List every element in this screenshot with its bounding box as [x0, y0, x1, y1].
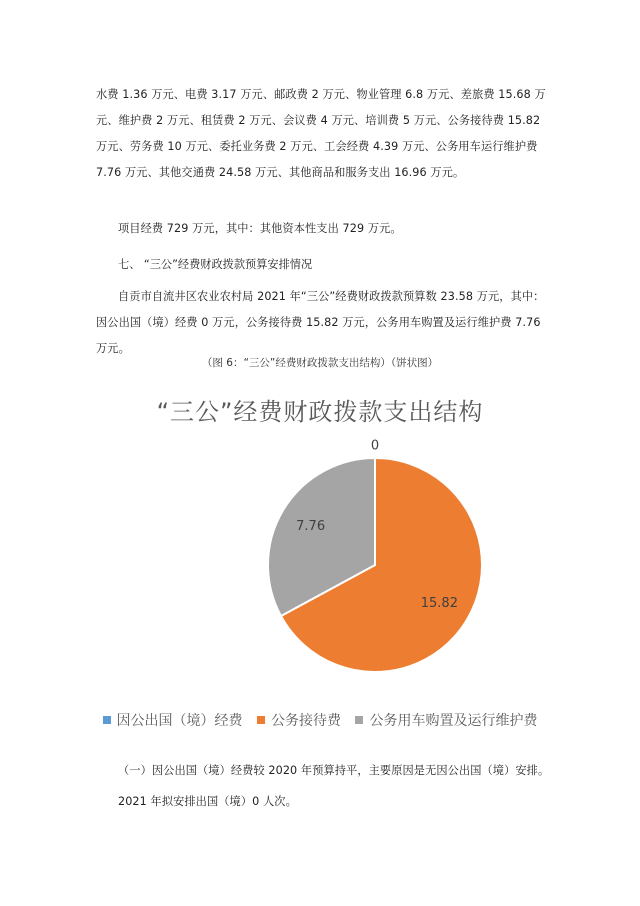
legend-swatch-vehicle: [355, 716, 363, 724]
pie-label-reception: 15.82: [420, 595, 458, 611]
pie-label-vehicle: 7.76: [296, 519, 326, 535]
paragraph-expenses: 水费 1.36 万元、电费 3.17 万元、邮政费 2 万元、物业管理 6.8 万元、差旅费 15.68 万元、维护费 2 万元、租赁费 2 万元、会议费 4 万元、培训费 5 万元、公务接待费 15.82 万元、劳务费 10 万元、委托业务费 2 万元、工会经费 4.39 万元、公务用车运行维护费 7.76 万元、其他交通费 24.58 万元、其他商品和服务支出 16.96 万元。: [96, 88, 546, 179]
paragraph-overseas-note: （一）因公出国（境）经费较 2020 年预算持平，主要原因是无因公出国（境）安排。: [118, 764, 550, 777]
chart-title: “三公”经费财政拨款支出结构: [156, 398, 484, 426]
pie-label-overseas: 0: [370, 438, 380, 454]
legend-item-vehicle: [355, 710, 537, 730]
legend-item-reception: [257, 710, 341, 730]
chart-legend: [0, 710, 640, 730]
legend-swatch-reception: [257, 716, 265, 724]
figure-caption: （图 6：“三公”经费财政拨款支出结构）（饼状图）: [201, 357, 439, 369]
legend-item-overseas: [103, 710, 243, 730]
legend-label-vehicle: 公务用车购置及运行维护费: [369, 713, 538, 729]
legend-label-overseas: 因公出国（境）经费: [116, 713, 243, 729]
paragraph-project-funds: 项目经费 729 万元，其中：其他资本性支出 729 万元。: [118, 222, 402, 235]
section-heading: 七、 “三公”经费财政拨款预算安排情况: [118, 258, 313, 271]
paragraph-overseas-trips: 2021 年拟安排出国（境）0 人次。: [118, 795, 297, 808]
legend-swatch-overseas: [103, 716, 111, 724]
legend-label-reception: 公务接待费: [271, 713, 341, 729]
paragraph-three-public: 自贡市自流井区农业农村局 2021 年“三公”经费财政拨款预算数 23.58 万元，其中：因公出国（境）经费 0 万元，公务接待费 15.82 万元，公务用车购置及运行维护费 7.76 万元。: [96, 290, 545, 355]
